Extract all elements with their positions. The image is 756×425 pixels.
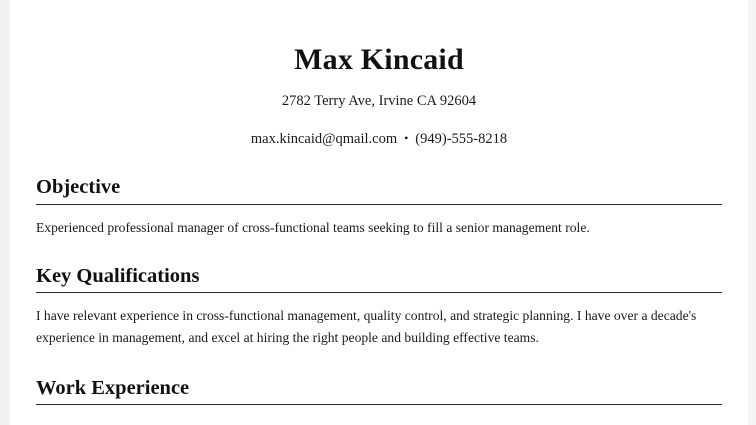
candidate-email: max.kincaid@qmail.com (250, 131, 398, 147)
section-rule-key-qualifications (36, 292, 722, 293)
resume-content (10, 0, 748, 425)
section-key-qualifications (36, 265, 722, 350)
page-right-margin (748, 0, 756, 425)
section-rule-objective (36, 204, 722, 205)
section-body-key-qualifications: I have relevant experience in cross-functional management, quality control, and strategic planning. I have over a decade's experience in management, and excel at hiring the right people and building effective teams. (36, 308, 697, 346)
section-title-objective: Objective (36, 176, 121, 198)
candidate-phone: (949)-555-8218 (415, 131, 508, 147)
section-body-objective: Experienced professional manager of cross-functional teams seeking to fill a senior management role. (36, 219, 590, 235)
page-left-margin (0, 0, 10, 425)
bullet-separator-icon: • (404, 131, 409, 145)
candidate-address: 2782 Terry Ave, Irvine CA 92604 (281, 93, 477, 109)
candidate-contact-line (36, 131, 722, 148)
section-rule-work-experience (36, 404, 722, 405)
candidate-name: Max Kincaid (294, 43, 464, 76)
section-work-experience (36, 377, 722, 405)
section-title-work-experience: Work Experience (36, 377, 190, 400)
section-title-key-qualifications: Key Qualifications (36, 264, 200, 287)
section-objective (36, 176, 722, 239)
